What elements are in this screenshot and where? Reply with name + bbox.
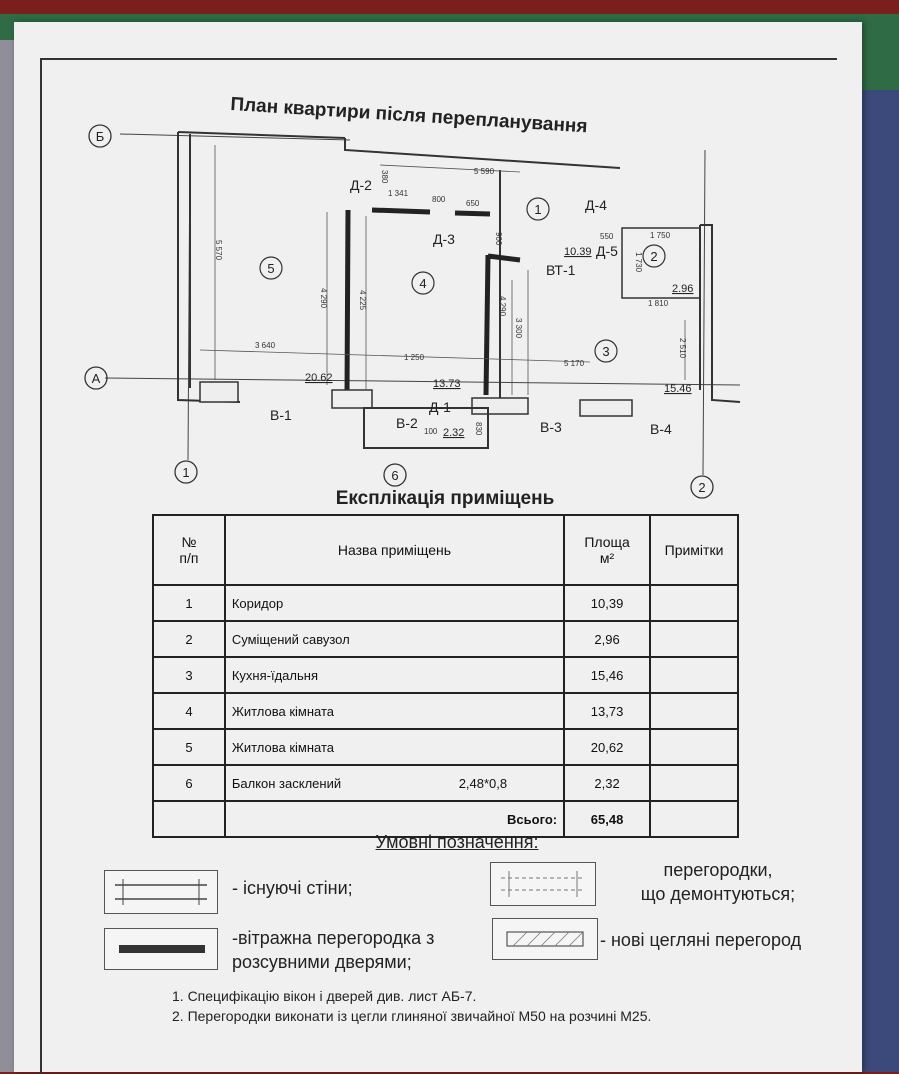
row-note bbox=[650, 621, 738, 657]
door-vt1-label: ВТ-1 bbox=[546, 262, 576, 278]
dim-3300: 3 300 bbox=[514, 318, 523, 339]
window-sills bbox=[200, 382, 632, 416]
legend-stained-line2: розсувними дверями; bbox=[232, 952, 412, 972]
dim-4290a: 4 290 bbox=[319, 288, 328, 309]
area-room4: 13.73 bbox=[433, 378, 461, 390]
dim-5590: 5 590 bbox=[474, 167, 495, 176]
row-note bbox=[650, 693, 738, 729]
dim-1810: 1 810 bbox=[648, 299, 669, 308]
row-area: 13,73 bbox=[564, 693, 650, 729]
row-num: 4 bbox=[153, 693, 225, 729]
door-d1-label: Д-1 bbox=[429, 399, 451, 415]
legend-dismantled-text bbox=[608, 858, 828, 906]
row-note bbox=[650, 729, 738, 765]
dismantled-partition-icon bbox=[491, 863, 595, 905]
door-d4-label: Д-4 bbox=[585, 197, 607, 213]
table-header-row bbox=[153, 515, 738, 585]
row-name: Коридор bbox=[225, 585, 564, 621]
dim-3640: 3 640 bbox=[255, 341, 276, 350]
dim-1250: 1 250 bbox=[404, 353, 425, 362]
header-notes: Примітки bbox=[650, 515, 738, 585]
legend-dismantled-line2: що демонтуються; bbox=[640, 884, 796, 904]
total-empty-cell bbox=[153, 801, 225, 837]
area-bath: 2.96 bbox=[672, 283, 694, 295]
floor-plan bbox=[0, 0, 899, 520]
area-balcony: 2.32 bbox=[443, 427, 465, 439]
plan-title: План квартири після перепланування bbox=[229, 93, 589, 138]
axis-2-line bbox=[703, 150, 705, 475]
window-v3-label: В-3 bbox=[540, 419, 562, 435]
door-d3-label: Д-3 bbox=[433, 231, 455, 247]
door-d2-label: Д-2 bbox=[350, 177, 372, 193]
table-row bbox=[153, 585, 738, 621]
row-name-text: Балкон засклений bbox=[231, 775, 342, 791]
header-num: № п/п bbox=[153, 515, 225, 585]
row-area: 20,62 bbox=[564, 729, 650, 765]
new-brick-partition-icon bbox=[493, 919, 597, 959]
row-name: Суміщений савузол bbox=[225, 621, 564, 657]
row-num: 3 bbox=[153, 657, 225, 693]
dim-650: 650 bbox=[466, 199, 480, 208]
legend-dismantled-symbol bbox=[490, 862, 596, 906]
axis-a-label: А bbox=[91, 371, 101, 386]
row-area: 15,46 bbox=[564, 657, 650, 693]
stained-glass-partition-icon bbox=[105, 929, 217, 969]
axis-b-label: Б bbox=[95, 129, 105, 144]
note-1: 1. Специфікацію вікон і дверей див. лист АБ-7. bbox=[172, 988, 477, 1004]
dim-380: 380 bbox=[380, 170, 389, 184]
dim-2510: 2 510 bbox=[678, 338, 687, 359]
legend-existing-wall-text: - існуючі стіни; bbox=[232, 878, 353, 898]
dim-5170: 5 170 bbox=[564, 359, 585, 368]
header-area-unit: м² bbox=[599, 550, 615, 566]
legend-new-brick-text: - нові цегляні перегород bbox=[600, 930, 802, 950]
legend-title: Умовні позначення: bbox=[375, 832, 539, 852]
legend-existing-wall-symbol bbox=[104, 870, 218, 914]
row-note bbox=[650, 765, 738, 801]
dim-1750: 1 750 bbox=[650, 231, 671, 240]
row-num: 2 bbox=[153, 621, 225, 657]
row-num: 1 bbox=[153, 585, 225, 621]
axis-1-label: 1 bbox=[182, 465, 190, 480]
header-name: Назва приміщень bbox=[225, 515, 564, 585]
room-markers bbox=[260, 198, 665, 362]
notes bbox=[172, 986, 651, 1026]
row-area: 10,39 bbox=[564, 585, 650, 621]
table-row bbox=[153, 693, 738, 729]
dim-1341: 1 341 bbox=[388, 189, 409, 198]
table-row bbox=[153, 729, 738, 765]
room-1-label: 1 bbox=[534, 202, 542, 217]
table-row bbox=[153, 765, 738, 801]
row-area: 2,32 bbox=[564, 765, 650, 801]
dim-550: 550 bbox=[600, 232, 614, 241]
room-5-label: 5 bbox=[267, 261, 275, 276]
existing-wall-icon bbox=[105, 871, 217, 913]
dim-5570: 5 570 bbox=[214, 240, 223, 261]
dim-4225: 4 225 bbox=[358, 290, 367, 311]
row-dimensions: 2,48*0,8 bbox=[458, 775, 508, 791]
row-name: Житлова кімната bbox=[225, 729, 564, 765]
dim-800: 800 bbox=[432, 195, 446, 204]
room-3-label: 3 bbox=[602, 344, 610, 359]
room-2-label: 2 bbox=[650, 249, 658, 264]
legend-stained-symbol bbox=[104, 928, 218, 970]
explication-table bbox=[152, 514, 739, 838]
row-note bbox=[650, 657, 738, 693]
axis-6-label: 6 bbox=[391, 468, 399, 483]
area-kitchen: 15.46 bbox=[664, 383, 692, 395]
window-v4-label: В-4 bbox=[650, 421, 672, 437]
row-num: 6 bbox=[153, 765, 225, 801]
row-note bbox=[650, 585, 738, 621]
row-name: Кухня-їдальня bbox=[225, 657, 564, 693]
legend-dismantled-line1: перегородки, bbox=[663, 860, 773, 880]
total-note bbox=[650, 801, 738, 837]
row-area: 2,96 bbox=[564, 621, 650, 657]
total-label: Всього: bbox=[225, 801, 564, 837]
area-room5: 20.62 bbox=[305, 372, 333, 384]
legend-stained-text bbox=[232, 926, 434, 974]
legend-stained-line1: -вітражна перегородка з bbox=[232, 928, 435, 948]
explication-title: Експлікація приміщень bbox=[335, 488, 555, 509]
dim-900: 900 bbox=[494, 232, 503, 246]
window-v1-label: В-1 bbox=[270, 407, 292, 423]
note-2: 2. Перегородки виконати із цегли глиняної звичайної М50 на розчині М25. bbox=[172, 1008, 652, 1024]
table-row bbox=[153, 657, 738, 693]
row-name: Житлова кімната bbox=[225, 693, 564, 729]
dim-830: 830 bbox=[474, 422, 483, 436]
legend-new-brick-symbol bbox=[492, 918, 598, 960]
row-name bbox=[225, 765, 564, 801]
area-corridor: 10.39 bbox=[564, 246, 592, 258]
dim-4290b: 4 290 bbox=[498, 296, 507, 317]
table-row bbox=[153, 621, 738, 657]
header-area-label: Площа bbox=[584, 534, 630, 550]
total-area: 65,48 bbox=[564, 801, 650, 837]
header-area bbox=[564, 515, 650, 585]
door-d5-label: Д-5 bbox=[596, 243, 618, 259]
dim-1730: 1 730 bbox=[634, 252, 643, 273]
room-4-label: 4 bbox=[419, 276, 427, 291]
dim-100: 100 bbox=[424, 427, 438, 436]
row-num: 5 bbox=[153, 729, 225, 765]
axis-2-label: 2 bbox=[698, 480, 706, 495]
window-v2-label: В-2 bbox=[396, 415, 418, 431]
axis-markers bbox=[85, 125, 713, 498]
